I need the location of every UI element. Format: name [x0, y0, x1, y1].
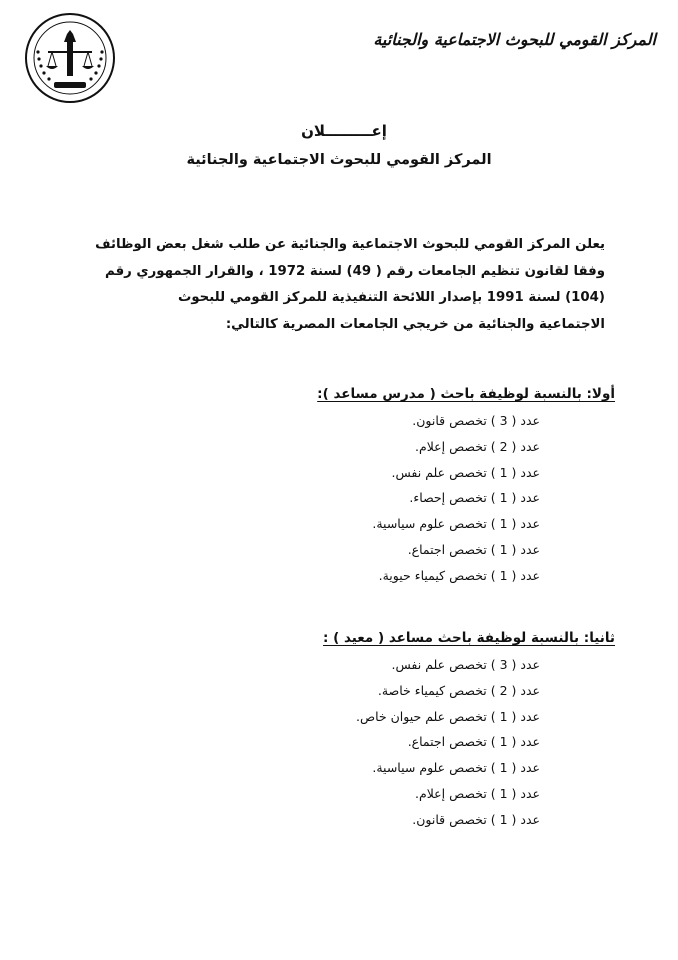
list-item: عدد ( 1 ) تخصص إحصاء.	[409, 490, 540, 506]
list-item: عدد ( 1 ) تخصص كيمياء حيوية.	[378, 567, 540, 583]
list-item: عدد ( 1 ) تخصص علوم سياسية.	[372, 516, 540, 532]
intro-line: (104) لسنة 1991 بإصدار اللائحة التنفيذية للمركز القومي للبحوث	[177, 290, 605, 306]
list-item: عدد ( 2 ) تخصص إعلام.	[415, 438, 540, 454]
list-item: عدد ( 2 ) تخصص كيمياء خاصة.	[377, 682, 540, 698]
intro-paragraph	[85, 232, 605, 338]
list-item: عدد ( 1 ) تخصص اجتماع.	[407, 541, 540, 557]
list-item: عدد ( 1 ) تخصص علم نفس.	[391, 464, 540, 480]
section-heading: أولا: بالنسبة لوظيفة باحث ( مدرس مساعد ):	[317, 386, 615, 402]
list-item: عدد ( 3 ) تخصص قانون.	[412, 413, 540, 428]
list-item: عدد ( 1 ) تخصص علوم سياسية.	[372, 760, 540, 776]
list-item: عدد ( 1 ) تخصص قانون.	[412, 811, 540, 827]
announcement-title: إعـــــــــلان	[301, 122, 387, 140]
center-seal-logo	[24, 12, 116, 104]
announcement-subtitle: المركز القومي للبحوث الاجتماعية والجنائية	[186, 152, 492, 168]
intro-line: وفقا لقانون تنظيم الجامعات رقم ( 49) لسنة 1972 ، والقرار الجمهوري رقم	[105, 263, 605, 279]
list-item: عدد ( 1 ) تخصص اجتماع.	[407, 734, 540, 750]
list-item: عدد ( 1 ) تخصص علم حيوان خاص.	[356, 708, 540, 724]
intro-line: الاجتماعية والجنائية من خريجي الجامعات المصرية كالتالي:	[225, 316, 605, 332]
section-teaching-assistant	[55, 628, 615, 833]
list-item: عدد ( 3 ) تخصص علم نفس.	[391, 657, 540, 672]
section-assistant-lecturer	[55, 384, 615, 589]
letterhead-org-name: المركز القومي للبحوث الاجتماعية والجنائية	[373, 30, 656, 49]
positions-list	[55, 408, 615, 589]
list-item: عدد ( 1 ) تخصص إعلام.	[415, 785, 540, 801]
intro-line: يعلن المركز القومي للبحوث الاجتماعية والجنائية عن طلب شغل بعض الوظائف	[95, 237, 605, 252]
positions-list	[55, 652, 615, 833]
section-heading: ثانيا: بالنسبة لوظيفة باحث مساعد ( معيد ) :	[323, 630, 615, 646]
